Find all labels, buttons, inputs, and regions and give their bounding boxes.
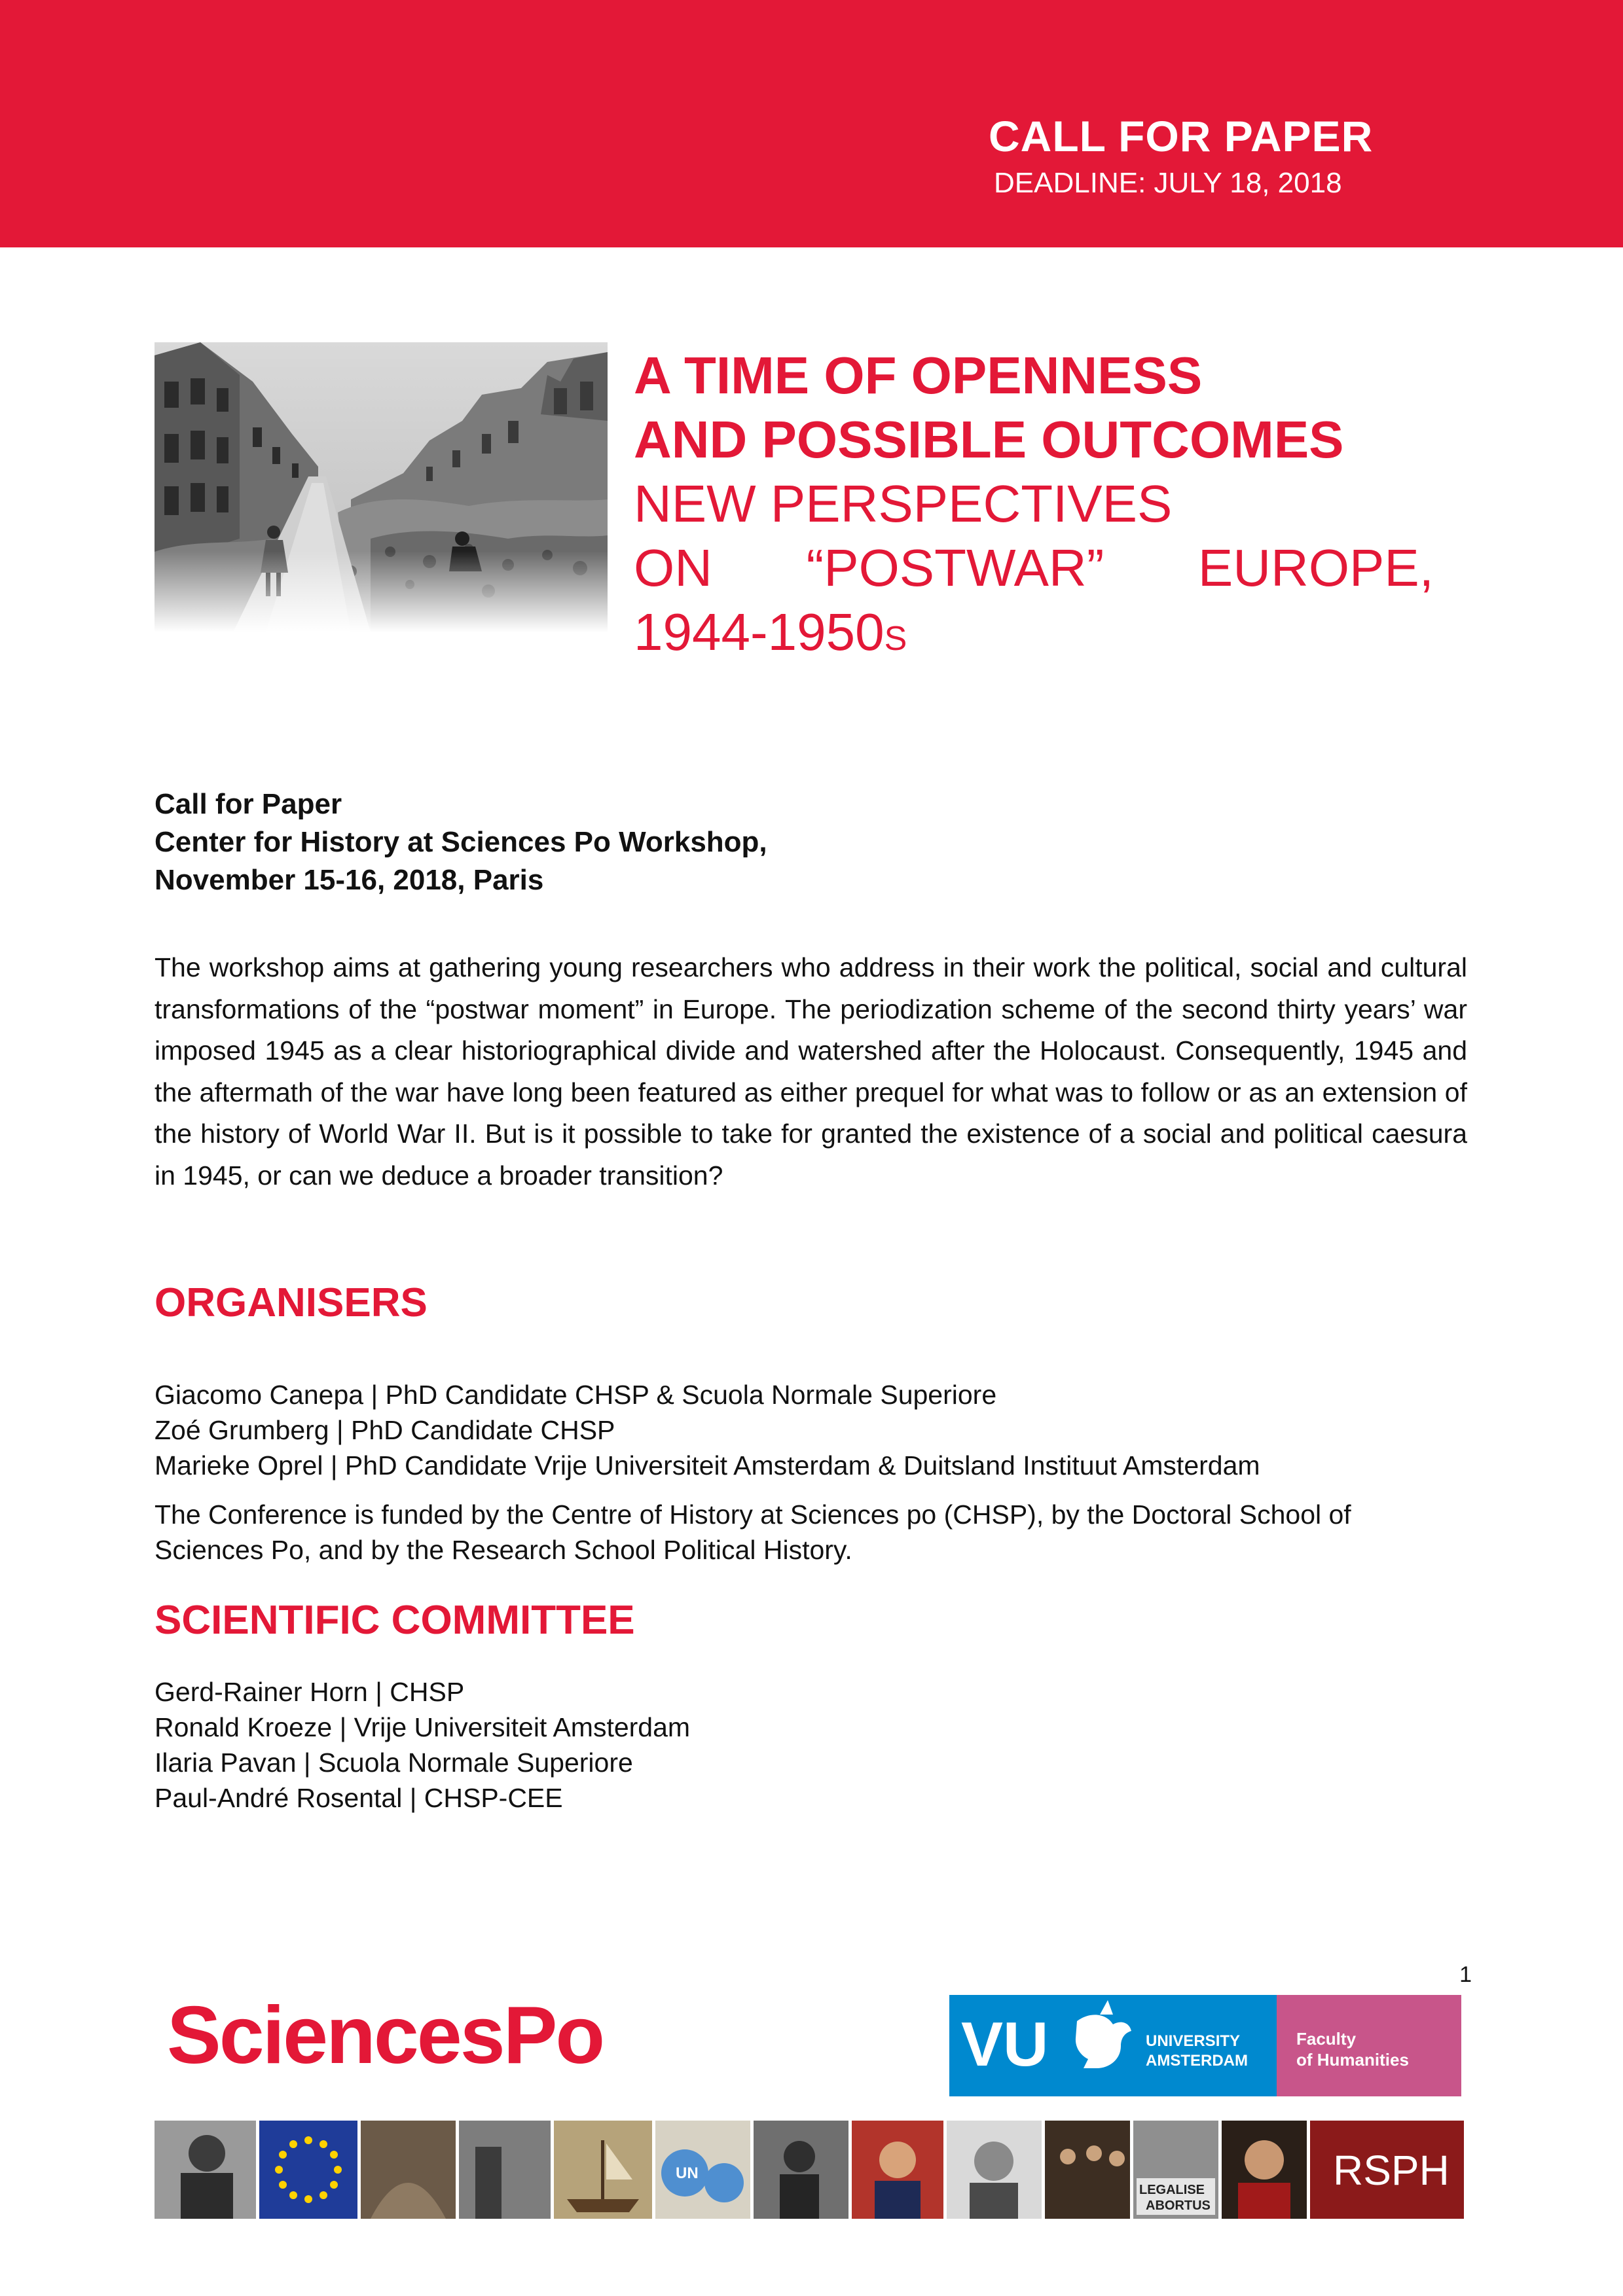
organiser-item: Marieke Oprel | PhD Candidate Vrije Universiteit Amsterdam & Duitsland Instituut Amsterdam — [155, 1450, 1260, 1480]
committee-item: Ronald Kroeze | Vrije Universiteit Amsterdam — [155, 1712, 691, 1742]
strip-tile-group-painting — [1045, 2121, 1130, 2219]
organiser-item: Zoé Grumberg | PhD Candidate CHSP — [155, 1415, 615, 1445]
committee-item: Gerd-Rainer Horn | CHSP — [155, 1677, 465, 1707]
hero-photo — [155, 342, 608, 632]
cfp-line-3: November 15-16, 2018, Paris — [155, 864, 544, 896]
protest-sign-line-2: ABORTUS — [1146, 2198, 1211, 2213]
committee-item: Ilaria Pavan | Scuola Normale Superiore — [155, 1748, 633, 1778]
banner-deadline: DEADLINE: JULY 18, 2018 — [994, 167, 1342, 199]
title-line-4-word-2: “POSTWAR” — [806, 539, 1104, 597]
protest-sign-line-1: LEGALISE — [1139, 2183, 1205, 2197]
title-years-suffix: S — [884, 620, 907, 658]
intro-paragraph: The workshop aims at gathering young researchers who address in their work the political, social and cultural transformations of the “postwar moment” in Europe. The periodization scheme of the second thirty years’ war imposed 1945 as a clear historiographical divide and watershed after the Holocaust. Consequently, 1945 and the aftermath of the war have long been featured as either prequel for what was to follow or as an extension of the history of World War II. But is it possible to take for granted the existence of a social and political caesura in 1945, or can we deduce a broader transition? — [155, 952, 1467, 1191]
cfp-heading — [155, 785, 1202, 899]
eu-flag-icon — [259, 2121, 357, 2219]
vu-faculty-line-2: of Humanities — [1296, 2050, 1409, 2070]
title-line-3: NEW PERSPECTIVES — [634, 475, 1173, 533]
title-line-4-word-3: EUROPE, — [1197, 539, 1434, 597]
vu-name-line-1: UNIVERSITY — [1146, 2032, 1241, 2050]
organisers-heading: ORGANISERS — [155, 1280, 428, 1325]
page-number: 1 — [1459, 1962, 1472, 1987]
header-banner — [0, 0, 1623, 247]
vu-letters: VU — [961, 2009, 1049, 2079]
rsph-label: RSPH — [1333, 2147, 1450, 2194]
vu-logo-graphic — [949, 1995, 1461, 2096]
un-label: UN — [676, 2164, 699, 2182]
committee-item: Paul-André Rosental | CHSP-CEE — [155, 1783, 563, 1813]
strip-tile-office — [459, 2121, 551, 2219]
title-line-5 — [634, 600, 1439, 671]
committee-heading: SCIENTIFIC COMMITTEE — [155, 1598, 635, 1643]
title-line-4-word-1: ON — [634, 539, 712, 597]
organisers-list — [155, 1377, 1529, 1483]
committee-list — [155, 1674, 1529, 1816]
ruined-street-illustration — [155, 342, 608, 632]
title-line-4 — [634, 536, 1434, 600]
title-line-2: AND POSSIBLE OUTCOMES — [634, 410, 1344, 469]
banner-title: CALL FOR PAPER — [989, 112, 1374, 160]
title-years: 1944-1950 — [634, 603, 884, 661]
organiser-item: Giacomo Canepa | PhD Candidate CHSP & Scuola Normale Superiore — [155, 1380, 997, 1410]
vu-faculty-line-1: Faculty — [1296, 2029, 1357, 2049]
vu-name-line-2: AMSTERDAM — [1146, 2052, 1248, 2070]
funding-note: The Conference is funded by the Centre of History at Sciences po (CHSP), by the Doctoral School of Sciences Po, and by the Research School Political History. — [155, 1499, 1351, 1565]
image-strip — [155, 2121, 1464, 2219]
cfp-line-1: Call for Paper — [155, 788, 342, 820]
document-title — [634, 344, 1439, 671]
sciencespo-logo: SciencesPo — [167, 1990, 604, 2081]
image-strip-graphic — [155, 2121, 1464, 2219]
title-line-1: A TIME OF OPENNESS — [634, 346, 1203, 404]
vu-amsterdam-logo — [949, 1995, 1461, 2096]
cfp-line-2: Center for History at Sciences Po Workshop, — [155, 826, 767, 858]
